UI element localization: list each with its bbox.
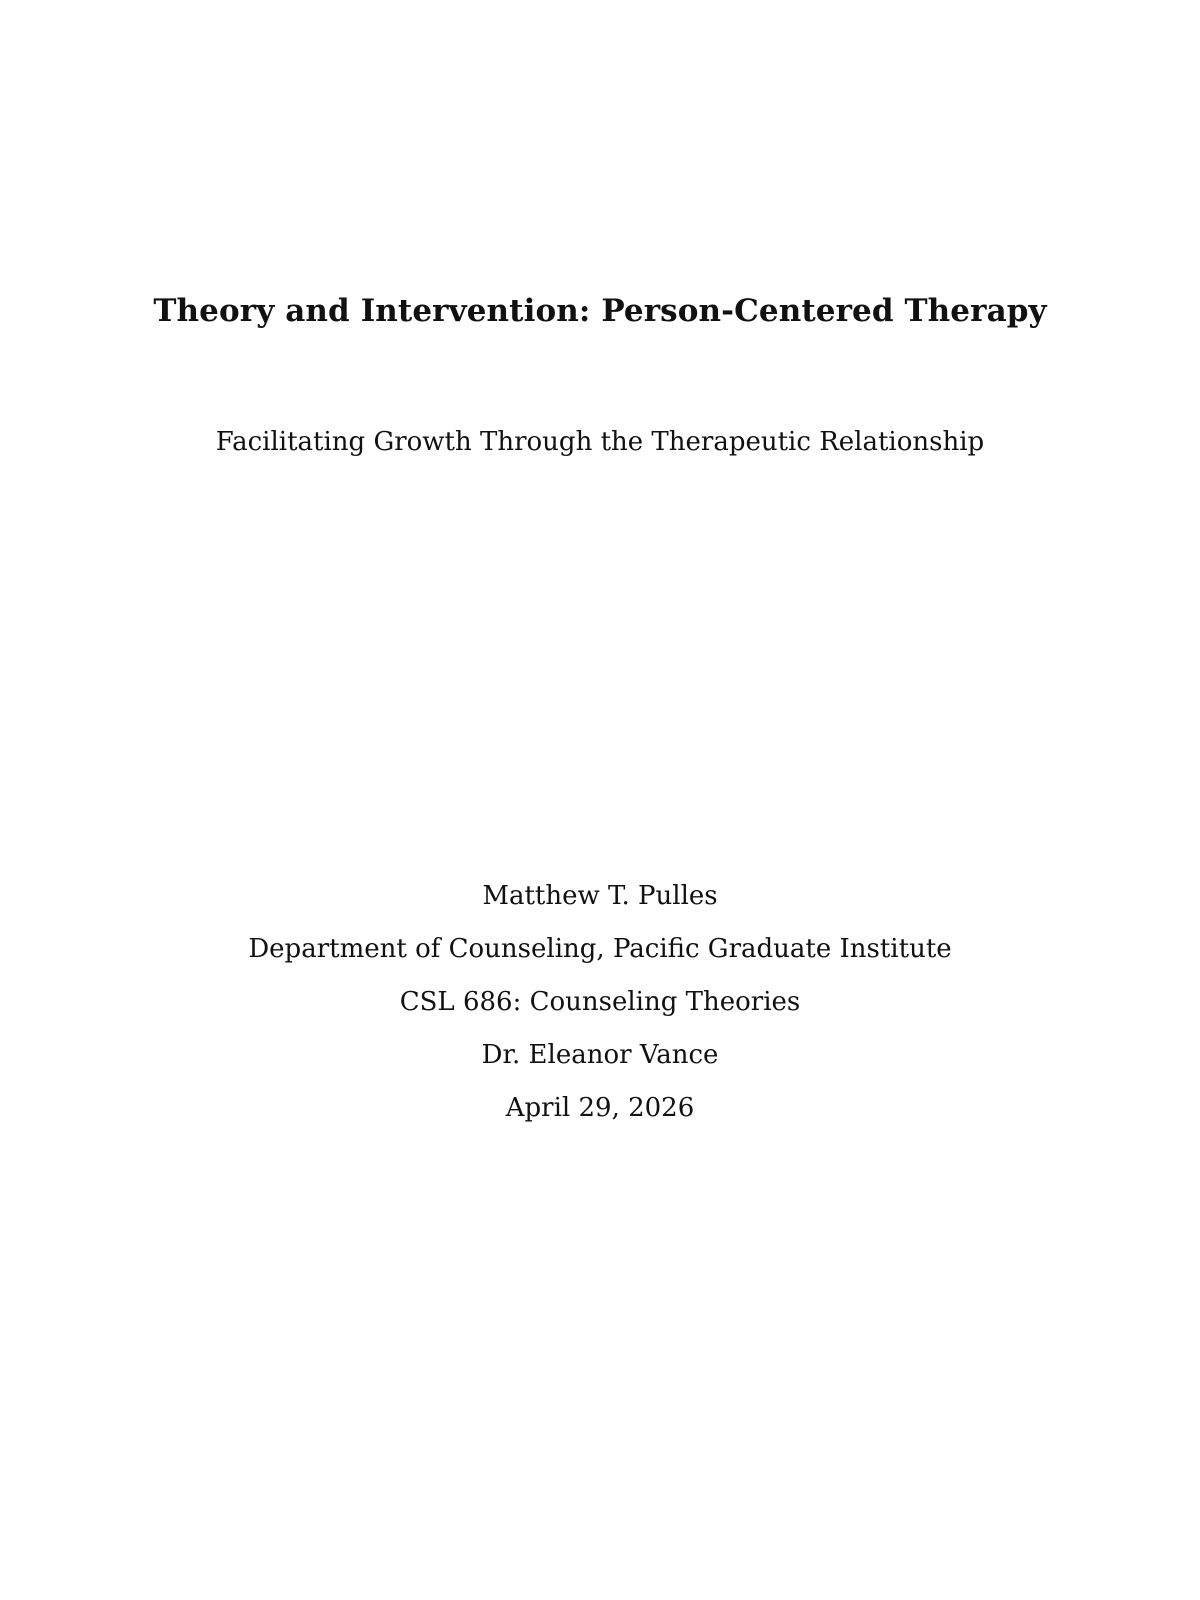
submission-date: April 29, 2026	[505, 1093, 695, 1123]
paper-title: Theory and Intervention: Person-Centered Therapy	[153, 293, 1047, 329]
author-name: Matthew T. Pulles	[482, 881, 718, 911]
paper-subtitle: Facilitating Growth Through the Therapeutic Relationship	[215, 427, 985, 457]
affiliation: Department of Counseling, Pacific Graduate Institute	[248, 934, 952, 964]
title-page-details	[0, 870, 1200, 1135]
course-name: CSL 686: Counseling Theories	[399, 987, 801, 1017]
instructor-name: Dr. Eleanor Vance	[481, 1040, 719, 1070]
